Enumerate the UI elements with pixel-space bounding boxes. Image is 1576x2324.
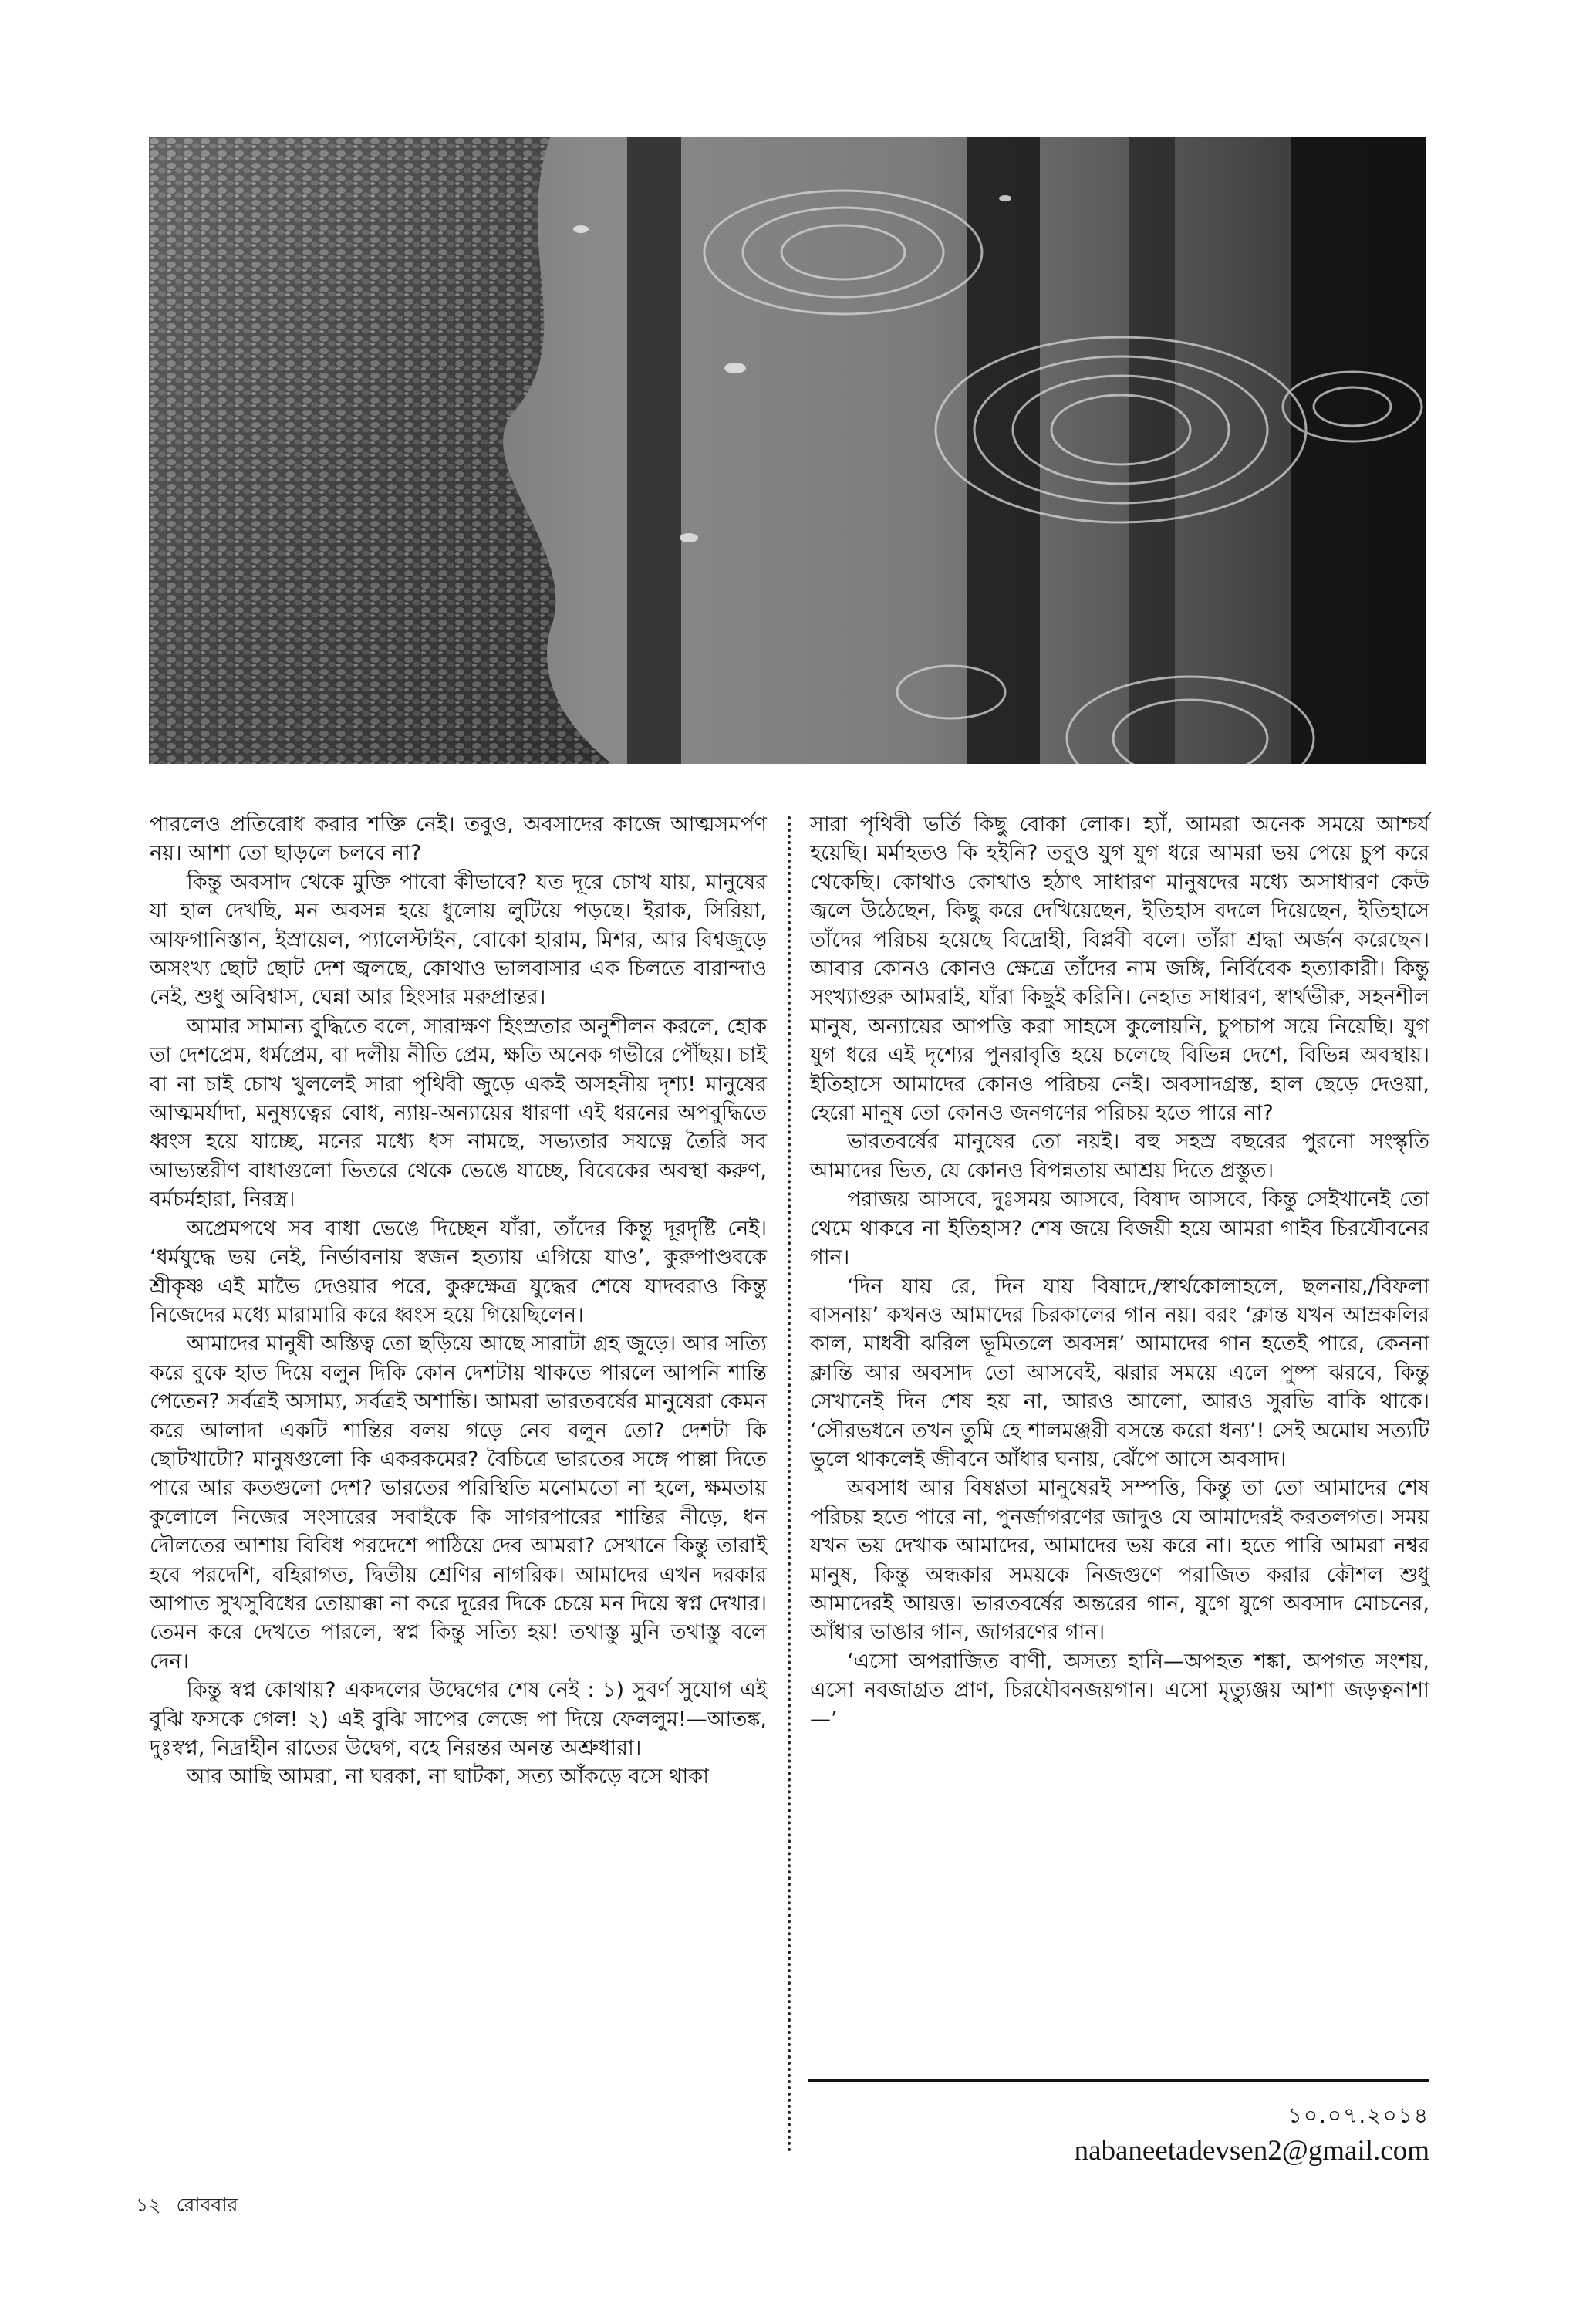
article-column-left xyxy=(150,810,767,1792)
paragraph: সারা পৃথিবী ভর্তি কিছু বোকা লোক। হ্যাঁ, আমরা অনেক সময়ে আশ্চর্য হয়েছি। মর্মাহতও কি হইনি? তবুও যুগ যুগ ধরে আমরা ভয় পেয়ে চুপ করে থেকেছি। কোথাও কোথাও হঠাৎ সাধারণ মানুষদের মধ্যে অসাধারণ কেউ জ্বলে উঠেছেন, কিছু করে দেখিয়েছেন, ইতিহাস বদলে দিয়েছেন, ইতিহাসে তাঁদের পরিচয় হয়েছে বিদ্রোহী, বিপ্লবী বলে। তাঁরা শ্রদ্ধা অর্জন করেছেন। আবার কোনও কোনও ক্ষেত্রে তাঁদের নাম জঙ্গি, নির্বিবেক হত্যাকারী। কিন্তু সংখ্যাগুরু আমরাই, যাঁরা কিছুই করিনি। নেহাত সাধারণ, স্বার্থভীরু, সহনশীল মানুষ, অন্যায়ের আপত্তি করা সাহসে কুলোয়নি, চুপচাপ সয়ে নিয়েছি। যুগ যুগ ধরে এই দৃশ্যের পুনরাবৃত্তি হয়ে চলেছে বিভিন্ন দেশে, বিভিন্ন অবস্থায়। ইতিহাসে আমাদের কোনও পরিচয় নেই। অবসাদগ্রস্ত, হাল ছেড়ে দেওয়া, হেরো মানুষ তো কোনও জনগণের পরিচয় হতে পারে না? xyxy=(810,812,1429,1126)
paragraph: ‘দিন যায় রে, দিন যায় বিষাদে,/স্বার্থকোলাহলে, ছলনায়,/বিফলা বাসনায়’ কখনও আমাদের চিরকালের গান নয়। বরং ‘ক্লান্ত যখন আম্রকলির কাল, মাধবী ঝরিল ভূমিতলে অবসন্ন’ আমাদের গান হতেই পারে, কেননা ক্লান্তি আর অবসাদ তো আসবেই, ঝরার সময়ে এলে পুষ্প ঝরবে, কিন্তু সেখানেই দিন শেষ হয় না, আরও আলো, আরও সুরভি বাকি থাকে। ‘সৌরভধনে তখন তুমি হে শালমঞ্জরী বসন্তে করো ধন্য’! সেই অমোঘ সত্যটি ভুলে থাকলেই জীবনে আঁধার ঘনায়, ঝেঁপে আসে অবসাদ। xyxy=(810,1274,1429,1471)
publication-name: রোববার xyxy=(176,2194,238,2216)
page-number: ১২ xyxy=(136,2194,161,2216)
paragraph: কিন্তু স্বপ্ন কোথায়? একদলের উদ্বেগের শেষ নেই : ১) সুবর্ণ সুযোগ এই বুঝি ফসকে গেল! ২) এই বুঝি সাপের লেজে পা দিয়ে ফেললুম!—আতঙ্ক, দুঃস্বপ্ন, নিদ্রাহীন রাতের উদ্বেগ, বহে নিরন্তর অনন্ত অশ্রুধারা। xyxy=(150,1678,767,1760)
paragraph: ‘এসো অপরাজিত বাণী, অসত্য হানি—অপহত শঙ্কা, অপগত সংশয়, এসো নবজাগ্রত প্রাণ, চিরযৌবনজয়গান। এসো মৃত্যুঞ্জয় আশা জড়ত্বনাশা—’ xyxy=(810,1649,1429,1731)
paragraph: আর আছি আমরা, না ঘরকা, না ঘাটকা, সত্য আঁকড়ে বসে থাকা xyxy=(187,1765,709,1789)
paragraph: আমাদের মানুষী অস্তিত্ব তো ছড়িয়ে আছে সারাটা গ্রহ জুড়ে। আর সত্যি করে বুকে হাত দিয়ে বলুন দিকি কোন দেশটায় থাকতে পারলে আপনি শান্তি পেতেন? সর্বত্রই অসাম্য, সর্বত্রই অশান্তি। আমরা ভারতবর্ষের মানুষেরা কেমন করে আলাদা একটি শান্তির বলয় গড়ে নেব বলুন তো? দেশটা কি ছোটখাটো? মানুষগুলো কি একরকমের? বৈচিত্রে ভারতের সঙ্গে পাল্লা দিতে পারে আর কতগুলো দেশ? ভারতের পরিস্থিতি মনোমতো না হলে, ক্ষমতায় কুলোলে নিজের সংসারের সবাইকে কি সাগরপারের শান্তির নীড়ে, ধন দৌলতের আশায় বিবিধ পরদেশে পাঠিয়ে দেব আমরা? সেখানে কিন্তু তারাই হবে পরদেশি, বহিরাগত, দ্বিতীয় শ্রেণির নাগরিক। আমাদের এখন দরকার আপাত সুখসুবিধের তোয়াক্কা না করে দূরের দিকে চেয়ে মন দিয়ে স্বপ্ন দেখার। তেমন করে দেখতে পারলে, স্বপ্ন কিন্তু সত্যি হয়! তথাস্তু মুনি তথাস্তু বলে দেন। xyxy=(150,1332,767,1674)
paragraph: অপ্রেমপথে সব বাধা ভেঙে দিচ্ছেন যাঁরা, তাঁদের কিন্তু দূরদৃষ্টি নেই। ‘ধর্মযুদ্ধে ভয় নেই, নির্ভাবনায় স্বজন হত্যায় এগিয়ে যাও’, কুরুপাণ্ডবকে শ্রীকৃষ্ণ এই মাভৈ দেওয়ার পরে, কুরুক্ষেত্র যুদ্ধের শেষে যাদবরাও কিন্তু নিজেদের মধ্যে মারামারি করে ধ্বংস হয়ে গিয়েছিলেন। xyxy=(150,1216,767,1327)
author-email[interactable]: nabaneetadevsen2@gmail.com xyxy=(1074,2135,1429,2167)
page-footer xyxy=(136,2190,253,2223)
paragraph: পরাজয় আসবে, দুঃসময় আসবে, বিষাদ আসবে, কিন্তু সেইখানেই তো থেমে থাকবে না ইতিহাস? শেষ জয়ে বিজয়ী হয়ে আমরা গাইব চিরযৌবনের গান। xyxy=(810,1187,1429,1270)
article-date: ১০.০৭.২০১৪ xyxy=(1287,2103,1429,2128)
article-photo-rain-puddle xyxy=(149,137,1426,764)
paragraph: পারলেও প্রতিরোধ করার শক্তি নেই। তবুও, অবসাদের কাজে আত্মসমর্পণ নয়। আশা তো ছাড়লে চলবে না? xyxy=(150,812,767,866)
paragraph: ভারতবর্ষের মানুষের তো নয়ই। বহু সহস্র বছরের পুরনো সংস্কৃতি আমাদের ভিত, যে কোনও বিপন্নতায় আশ্রয় দিতে প্রস্তুত। xyxy=(810,1130,1429,1183)
signature-rule xyxy=(808,2079,1429,2082)
article-column-right xyxy=(810,810,1429,1734)
column-divider xyxy=(788,816,791,2153)
paragraph: আমার সামান্য বুদ্ধিতে বলে, সারাক্ষণ হিংস্রতার অনুশীলন করলে, হোক তা দেশপ্রেম, ধর্মপ্রেম, বা দলীয় নীতি প্রেম, ক্ষতি অনেক গভীরে পৌঁছয়। চাই বা না চাই চোখ খুললেই সারা পৃথিবী জুড়ে একই অসহনীয় দৃশ্য! মানুষের আত্মমর্যাদা, মনুষ্যত্বের বোধ, ন্যায়-অন্যায়ের ধারণা এই ধরনের অপবুদ্ধিতে ধ্বংস হয়ে যাচ্ছে, মনের মধ্যে ধস নামছে, সভ্যতার সযত্নে তৈরি সব আভ্যন্তরীণ বাধাগুলো ভিতরে থেকে ভেঙে যাচ্ছে, বিবেকের অবস্থা করুণ, বর্মচর্মহারা, নিরস্ত্র। xyxy=(150,1014,767,1212)
paragraph: অবসাধ আর বিষণ্ণতা মানুষেরই সম্পত্তি, কিন্তু তা তো আমাদের শেষ পরিচয় হতে পারে না, পুনর্জাগরণের জাদুও যে আমাদেরই করতলগত। সময় যখন ভয় দেখাক আমাদের, আমাদের ভয় করে না। হতে পারি আমরা নশ্বর মানুষ, কিন্তু অন্ধকার সময়কে নিজগুণে পরাজিত করার কৌশল শুধু আমাদেরই আয়ত্ত। ভারতবর্ষের অন্তরের গান, যুগে যুগে অবসাদ মোচনের, আঁধার ভাঙার গান, জাগরণের গান। xyxy=(810,1476,1429,1645)
rain-puddle-image xyxy=(149,137,1426,764)
paragraph: কিন্তু অবসাদ থেকে মুক্তি পাবো কীভাবে? যত দূরে চোখ যায়, মানুষের যা হাল দেখছি, মন অবসন্ন হয়ে ধুলোয় লুটিয়ে পড়ছে। ইরাক, সিরিয়া, আফগানিস্তান, ইস্রায়েল, প্যালেস্টাইন, বোকো হারাম, মিশর, আর বিশ্বজুড়ে অসংখ্য ছোট ছোট দেশ জ্বলছে, কোথাও ভালবাসার এক চিলতে বারান্দাও নেই, শুধু অবিশ্বাস, ঘেন্না আর হিংসার মরুপ্রান্তর। xyxy=(150,870,767,1010)
